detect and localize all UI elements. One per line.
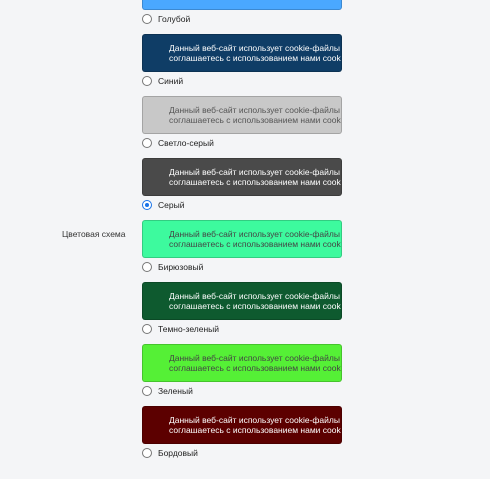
preview-line-2 [169,0,341,1]
radio-label: Темно-зеленый [158,324,220,334]
preview-line-1: Данный веб-сайт использует cookie-файлы [169,105,340,115]
preview-line-2: соглашаетесь с использованием нами cook [169,114,341,125]
preview-line-2: соглашаетесь с использованием нами cook [169,52,341,63]
preview-text [169,292,341,311]
radio-button[interactable] [142,262,152,272]
preview-text [169,106,341,125]
radio-button[interactable] [142,14,152,24]
radio-row[interactable] [142,137,214,149]
radio-label: Бордовый [158,448,198,458]
cookie-banner-preview[interactable] [142,282,342,320]
cookie-banner-preview[interactable] [142,158,342,196]
color-option-light-blue [142,0,490,34]
preview-line-2: соглашаетесь с использованием нами cook [169,176,341,187]
color-option-dark-green [142,282,490,344]
cookie-banner-preview[interactable] [142,96,342,134]
preview-text [169,354,341,373]
radio-row[interactable] [142,447,198,459]
radio-row[interactable] [142,199,184,211]
radio-label: Серый [158,200,185,210]
radio-label: Синий [158,76,184,86]
radio-label: Зеленый [158,386,193,396]
radio-button[interactable] [142,76,152,86]
color-option-blue [142,34,490,96]
radio-button[interactable] [142,448,152,458]
preview-line-1: Данный веб-сайт использует cookie-файлы [169,415,340,425]
radio-button[interactable] [142,324,152,334]
color-option-burgundy [142,406,490,468]
preview-line-1: Данный веб-сайт использует cookie-файлы [169,229,340,239]
preview-text [169,168,341,187]
radio-row[interactable] [142,323,219,335]
radio-label: Голубой [158,14,191,24]
preview-text [169,416,341,435]
color-scheme-options [142,0,490,468]
preview-line-1: Данный веб-сайт использует cookie-файлы [169,167,340,177]
preview-text [169,0,341,1]
preview-line-2: соглашаетесь с использованием нами cook [169,300,341,311]
preview-line-1: Данный веб-сайт использует cookie-файлы [169,353,340,363]
radio-row[interactable] [142,13,190,25]
radio-label: Бирюзовый [158,262,204,272]
radio-row[interactable] [142,75,183,87]
preview-line-1: Данный веб-сайт использует cookie-файлы [169,43,340,53]
cookie-banner-preview[interactable] [142,0,342,10]
color-option-green [142,344,490,406]
cookie-banner-preview[interactable] [142,344,342,382]
radio-button[interactable] [142,386,152,396]
color-scheme-label: Цветовая схема [62,229,126,239]
preview-line-2: соглашаетесь с использованием нами cook [169,362,341,373]
preview-line-2: соглашаетесь с использованием нами cook [169,424,341,435]
radio-button[interactable] [142,200,152,210]
preview-line-2: соглашаетесь с использованием нами cook [169,238,341,249]
radio-row[interactable] [142,261,203,273]
radio-label: Светло-серый [158,138,214,148]
radio-row[interactable] [142,385,193,397]
color-option-turquoise [142,220,490,282]
cookie-banner-preview[interactable] [142,220,342,258]
preview-text [169,44,341,63]
cookie-banner-preview[interactable] [142,34,342,72]
preview-text [169,230,341,249]
radio-button[interactable] [142,138,152,148]
color-option-light-gray [142,96,490,158]
cookie-banner-preview[interactable] [142,406,342,444]
preview-line-1: Данный веб-сайт использует cookie-файлы [169,291,340,301]
color-option-gray [142,158,490,220]
